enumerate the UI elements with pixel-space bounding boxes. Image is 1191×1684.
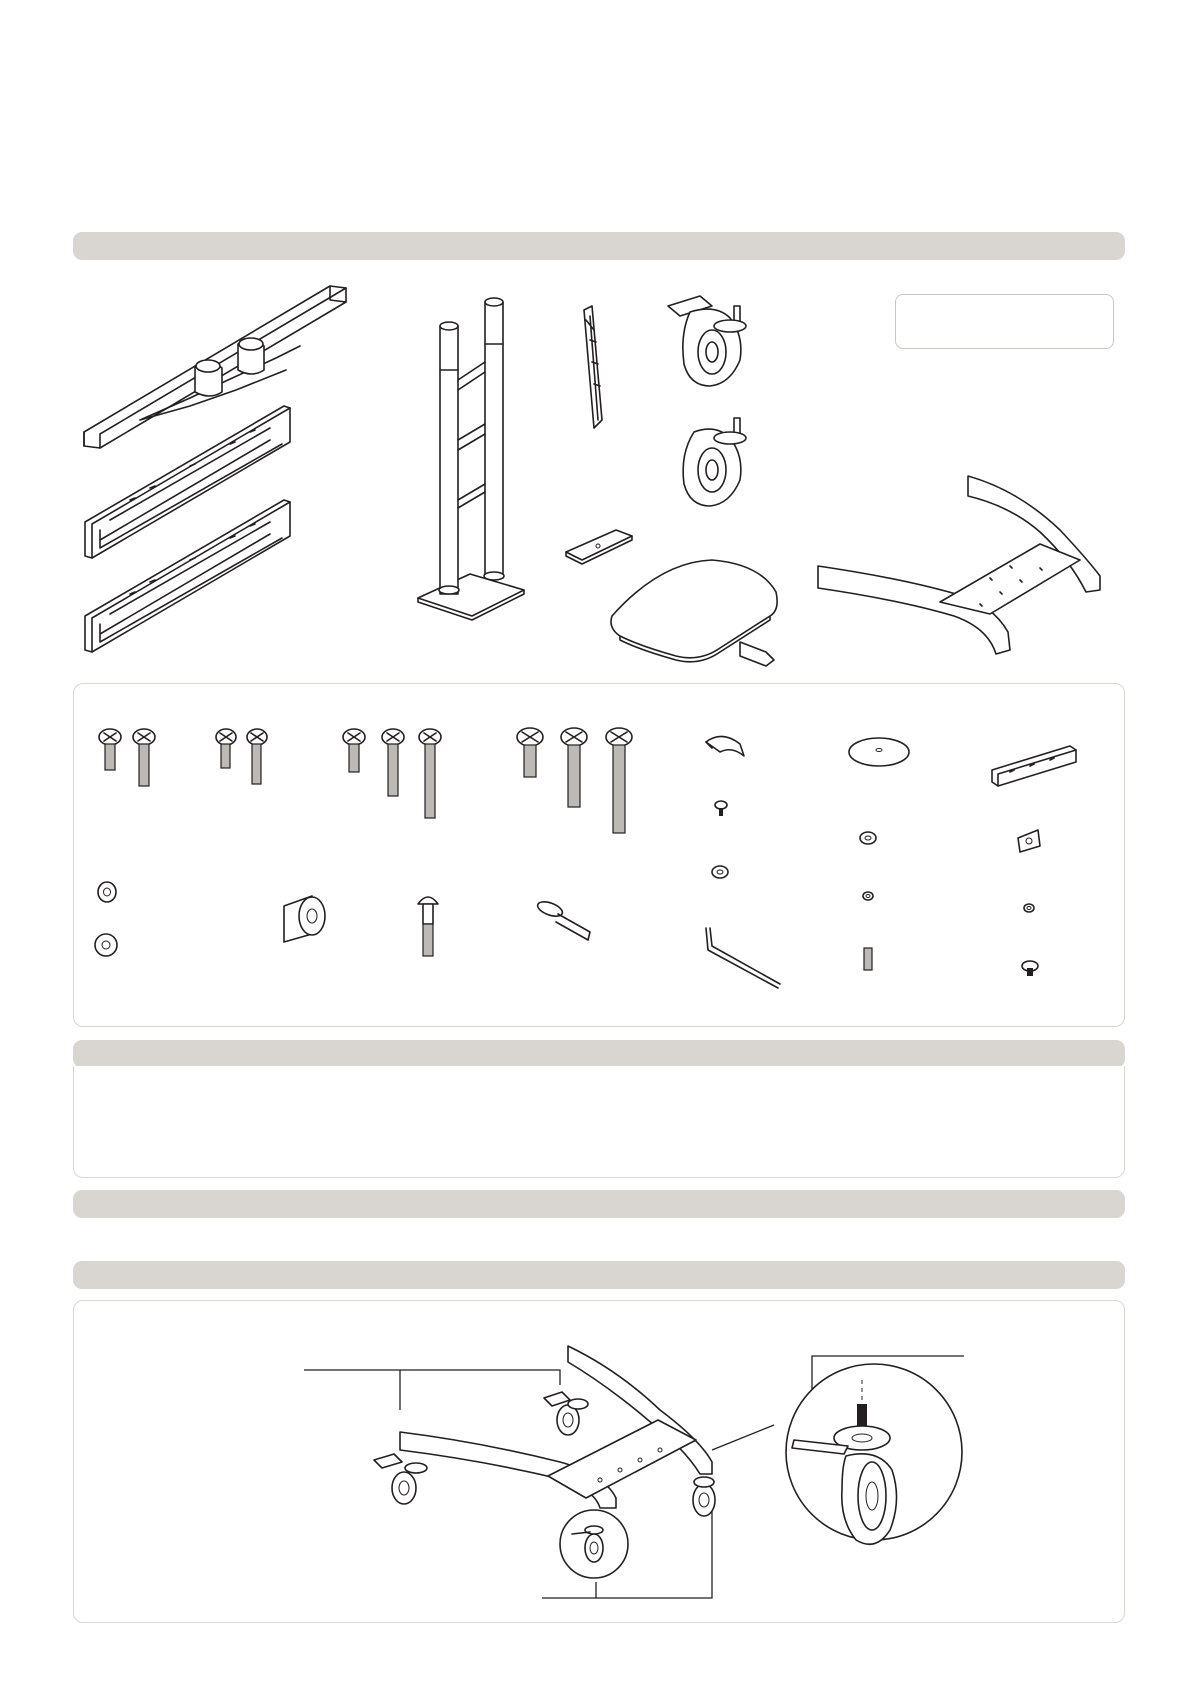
- shelf-icon: [611, 560, 777, 666]
- washer-icon: [95, 934, 117, 956]
- set-screw-icon: [715, 801, 727, 816]
- base-frame-icon: [818, 476, 1100, 654]
- leader-line: [712, 1425, 774, 1450]
- plate-nut-icon: [1018, 830, 1040, 852]
- screw-set-m5-icon: [216, 729, 267, 784]
- washer-icon: [1024, 904, 1034, 912]
- crossbar-large-icon: [84, 286, 346, 448]
- column-pair-icon: [418, 298, 524, 620]
- caster-braked-icon: [668, 296, 746, 386]
- caster-braked-icon: [544, 1392, 588, 1435]
- caster-braked-icon: [374, 1454, 427, 1504]
- cable-clip-icon: [706, 736, 744, 756]
- caster-icon: [693, 1477, 715, 1516]
- leader-line: [304, 1370, 560, 1410]
- set-screw-icon: [1022, 961, 1038, 976]
- shelf-clip-icon: [566, 530, 632, 564]
- set-screw-icon: [864, 948, 872, 970]
- detail-circle-small: [560, 1510, 628, 1578]
- caster-icon: [683, 418, 746, 506]
- spacer-icon: [284, 896, 325, 942]
- channel-bracket-icon: [992, 746, 1076, 786]
- disc-plate-icon: [849, 738, 909, 766]
- screw-set-m4-icon: [99, 729, 155, 786]
- washer-icon: [712, 866, 728, 878]
- vertical-bracket-icon: [584, 306, 602, 428]
- washer-icon: [98, 882, 116, 902]
- washer-icon: [863, 892, 873, 900]
- bolt-icon: [418, 897, 438, 956]
- washer-icon: [860, 832, 876, 844]
- screw-set-m8-icon: [517, 728, 632, 833]
- screw-set-m6-icon: [343, 729, 441, 818]
- allen-key-icon: [706, 928, 780, 988]
- detail-circle-large: [786, 1364, 962, 1544]
- wrench-icon: [536, 899, 590, 940]
